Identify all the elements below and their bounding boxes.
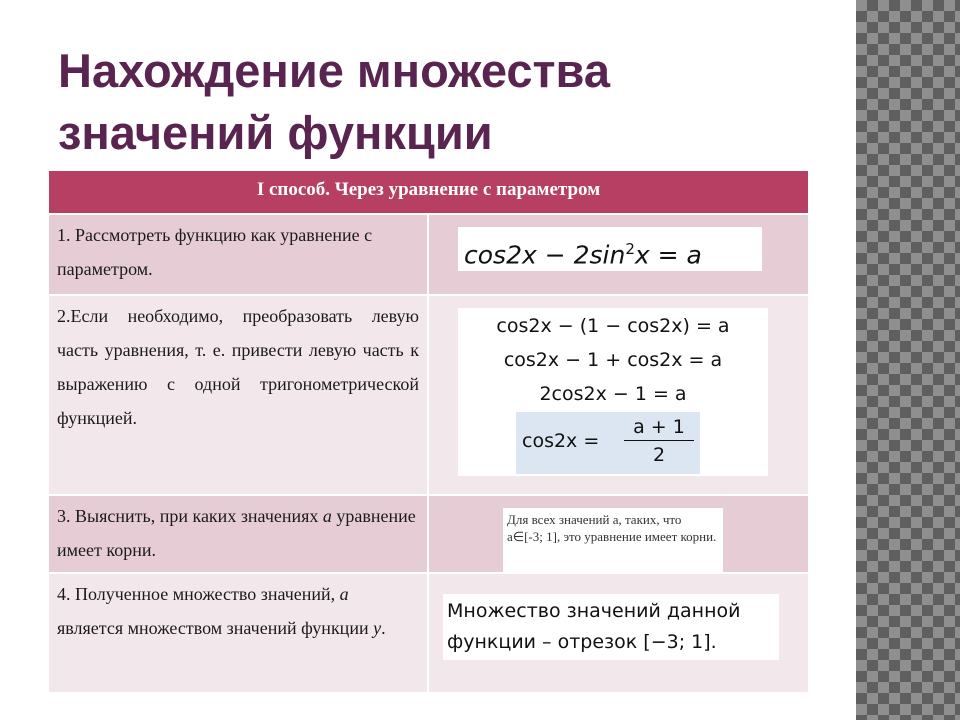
equation-line: cos2x − 1 + cos2x = a [503, 349, 723, 371]
equation-line: 2cos2x − 1 = a [539, 383, 687, 405]
table-row [49, 296, 808, 496]
step-4-result: Множество значений данной функции – отрезок [−3; 1]. [443, 594, 779, 660]
step-4-text: 4. Полученное множество значений, a является множеством значений функции y. [49, 574, 429, 692]
table-row [49, 496, 808, 574]
title-line-2: значений функции [58, 106, 493, 159]
equation-line: cos2x − (1 − cos2x) = a [496, 315, 730, 337]
page-title [58, 40, 838, 164]
final-equation: cos2x = $\frac{a + 1}{2}$ [516, 412, 700, 474]
table-header: I способ. Через уравнение с параметром [49, 171, 808, 215]
title-line-1: Нахождение множества [58, 44, 610, 97]
step-2-math-cell [429, 296, 808, 494]
step-4-result-cell [429, 574, 808, 692]
step-2-text: 2.Если необходимо, преобразовать левую часть уравнения, т. е. привести левую часть к выражению с одной тригонометрической функцией. [49, 296, 429, 494]
decorative-side-pattern [856, 0, 960, 720]
step-1-text: 1. Рассмотреть функцию как уравнение с параметром. [49, 215, 429, 294]
step-1-equation: $\cos 2x - 2\sin^2x = a$ [458, 227, 762, 271]
step-3-note: Для всех значений a, таких, что a∈[-3; 1], это уравнение имеет корни. [503, 508, 723, 572]
table-row [49, 215, 808, 296]
fraction: $\frac{a + 1}{2}$ [624, 414, 694, 469]
step-2-equations [458, 308, 768, 476]
step-1-math-cell [429, 215, 808, 294]
table-row [49, 574, 808, 692]
step-3-text: 3. Выяснить, при каких значениях a уравнение имеет корни. [49, 496, 429, 572]
method-table [48, 170, 809, 693]
step-3-note-cell [429, 496, 808, 572]
